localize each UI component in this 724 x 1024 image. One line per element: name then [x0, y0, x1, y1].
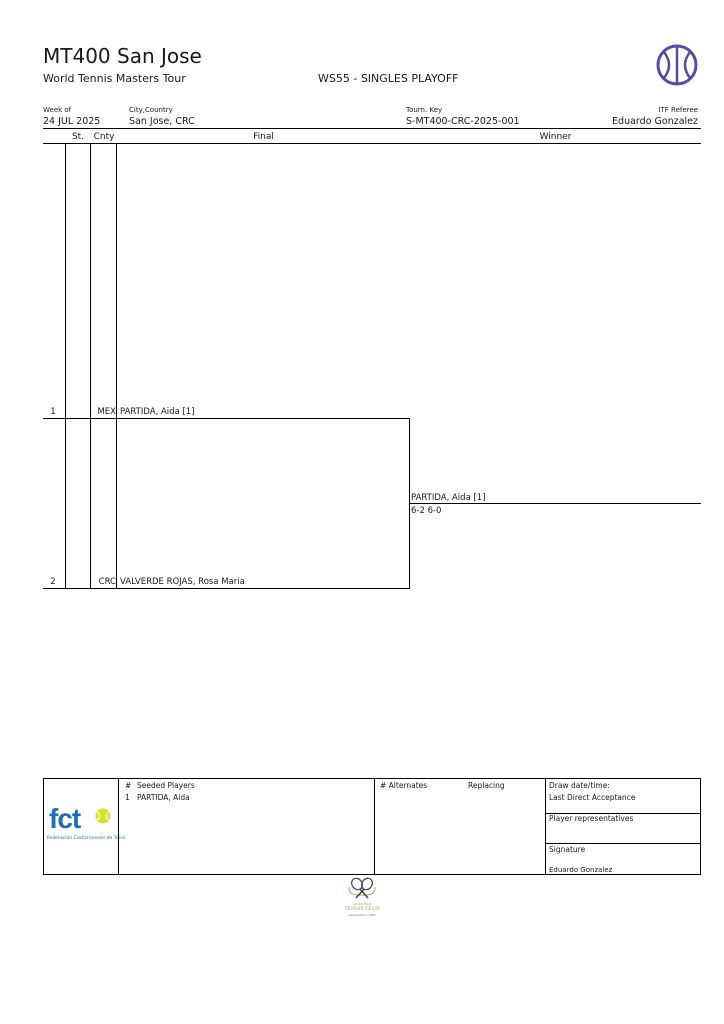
footer-hline-2: [545, 843, 701, 844]
winner-line: [409, 503, 701, 504]
federation-logo: [47, 803, 126, 846]
draw-pos-2: 2: [50, 577, 56, 587]
winner-name: PARTIDA, Aida [1]: [411, 493, 486, 503]
col-winner: Winner: [539, 132, 572, 142]
columns-divider: [43, 143, 701, 144]
player-reps-label: Player representatives: [549, 814, 634, 823]
footer-divider-2: [374, 778, 375, 875]
alternates-title: # Alternates: [380, 781, 428, 790]
club-name: TENNIS CLUB: [344, 906, 380, 912]
st-col-line: [65, 143, 66, 588]
tennis-ball-icon: [95, 808, 111, 824]
draw-player-1: PARTIDA, Aida [1]: [120, 407, 195, 417]
week-label: Week of: [43, 106, 72, 114]
seeded-num-1: 1: [125, 793, 130, 802]
city-label: City,Country: [129, 106, 173, 114]
tourn-key-value: S-MT400-CRC-2025-001: [406, 116, 520, 127]
signature-label: Signature: [549, 845, 586, 854]
footer-divider-1: [118, 778, 119, 875]
name-col-line: [116, 143, 117, 588]
draw-date-label: Draw date/time:: [549, 781, 610, 790]
draw-line-2: [43, 588, 410, 589]
cnty-col-line: [90, 143, 91, 588]
draw-cnty-1: MEX: [97, 407, 116, 417]
referee-label: ITF Referee: [658, 106, 698, 114]
draw-line-1: [43, 418, 410, 419]
seeded-title: Seeded Players: [137, 781, 195, 790]
replacing-title: Replacing: [468, 781, 505, 790]
city-value: San Jose, CRC: [129, 116, 195, 127]
draw-cnty-2: CRC: [98, 577, 116, 587]
seeded-name-1: PARTIDA, Aida: [137, 793, 190, 802]
tourn-key-label: Tourn. Key: [406, 106, 443, 114]
week-value: 24 JUL 2025: [43, 116, 101, 127]
federation-name: Federación Costarricense de Tenis: [47, 836, 126, 841]
tour-name: World Tennis Masters Tour: [43, 72, 186, 85]
event-name: WS55 - SINGLES PLAYOFF: [318, 72, 459, 85]
header-divider: [43, 128, 701, 129]
col-final: Final: [253, 132, 274, 142]
winner-score: 6-2 6-0: [411, 506, 442, 516]
referee-value: Eduardo Gonzalez: [612, 116, 698, 127]
federation-letters: fct: [49, 803, 81, 834]
tennis-ball-globe-icon: [656, 44, 698, 86]
tournament-title: MT400 San Jose: [43, 44, 202, 68]
club-country: Costa Rica: [352, 902, 372, 906]
signature-name: Eduardo Gonzalez: [549, 866, 613, 874]
footer-divider-3: [545, 778, 546, 875]
draw-pos-1: 1: [50, 407, 56, 417]
club-logo: [332, 877, 392, 919]
col-st: St.: [71, 132, 85, 142]
draw-player-2: VALVERDE ROJAS, Rosa Maria: [120, 577, 245, 587]
club-established: established in 1965: [348, 913, 376, 917]
seeded-hash: #: [125, 781, 132, 790]
col-cnty: Cnty: [93, 132, 115, 142]
lda-label: Last Direct Acceptance: [549, 793, 636, 802]
crossed-rackets-icon: [346, 877, 378, 901]
